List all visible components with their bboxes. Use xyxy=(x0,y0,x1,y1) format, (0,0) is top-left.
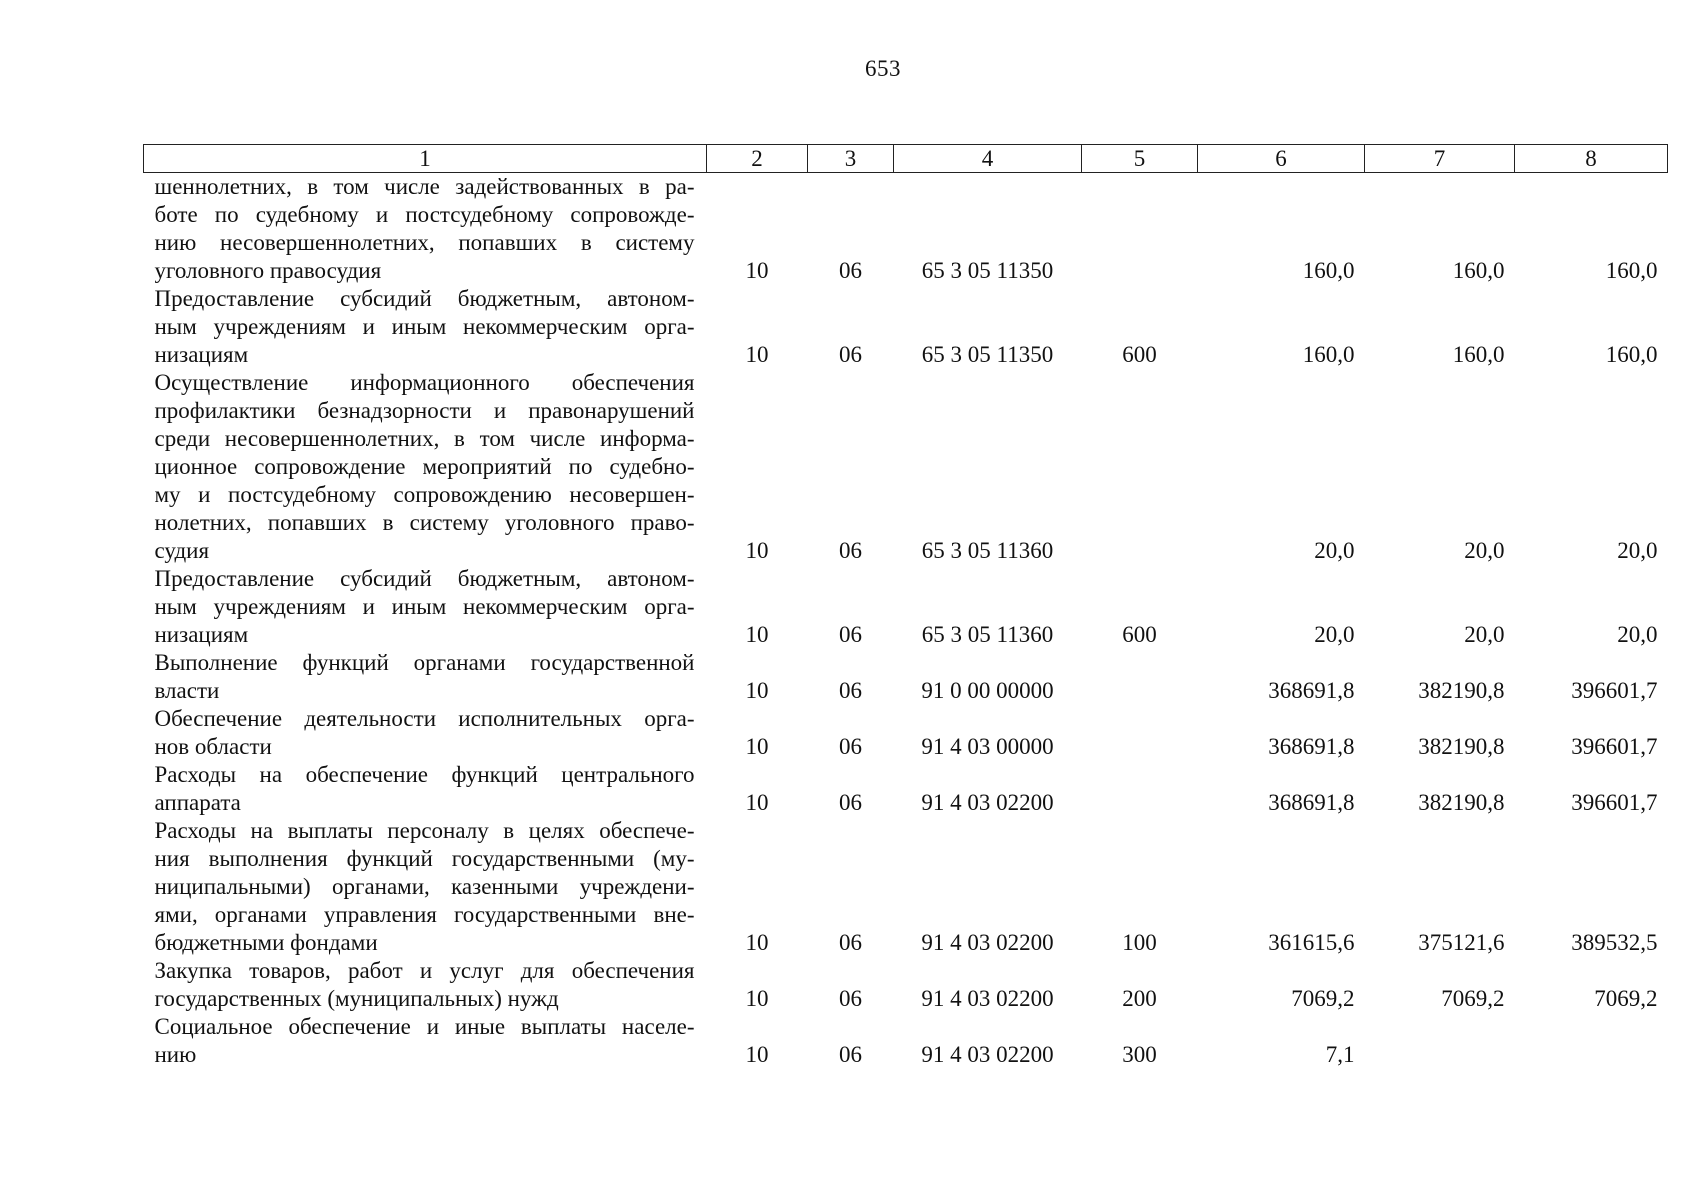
column-header: 6 xyxy=(1198,145,1365,173)
cell-col-4: 65 3 05 11350 xyxy=(921,342,1054,367)
description-line: нию несовершеннолетних, попавших в систему xyxy=(154,230,695,255)
cell-col-5: 100 xyxy=(1122,930,1157,955)
column-header: 3 xyxy=(808,145,894,173)
cell-col-5: 600 xyxy=(1122,622,1157,647)
description-line: Выполнение функций органами государственной xyxy=(154,650,695,675)
table-row xyxy=(144,649,1668,705)
description-line: Обеспечение деятельности исполнительных орга- xyxy=(154,706,695,731)
cell-col-6: 7069,2 xyxy=(1291,986,1355,1011)
cell-col-8: 160,0 xyxy=(1605,342,1658,367)
cell-col-8: 396601,7 xyxy=(1571,734,1658,759)
column-header: 4 xyxy=(894,145,1082,173)
table-row xyxy=(144,173,1668,286)
cell-col-7: 20,0 xyxy=(1464,538,1505,563)
description-line: Осуществление информационного обеспечения xyxy=(154,370,695,395)
table-row xyxy=(144,957,1668,1013)
description-line: аппарата xyxy=(154,790,241,815)
description-line: судия xyxy=(154,538,210,563)
description-line: ниципальными) органами, казенными учреждени- xyxy=(154,874,695,899)
cell-col-4: 91 0 00 00000 xyxy=(921,678,1054,703)
cell-col-4: 65 3 05 11360 xyxy=(921,622,1054,647)
cell-col-3: 06 xyxy=(839,986,862,1011)
description-line: боте по судебному и постсудебному сопровожде- xyxy=(154,202,695,227)
cell-col-8: 7069,2 xyxy=(1594,986,1658,1011)
description-line: ционное сопровождение мероприятий по судебно- xyxy=(154,454,695,479)
cell-col-7: 7069,2 xyxy=(1441,986,1505,1011)
cell-col-3: 06 xyxy=(839,790,862,815)
cell-col-4: 91 4 03 02200 xyxy=(921,1042,1054,1067)
table-body xyxy=(144,173,1668,1070)
cell-col-7: 160,0 xyxy=(1452,258,1505,283)
description-line: ным учреждениям и иным некоммерческим орга- xyxy=(154,594,695,619)
cell-col-2: 10 xyxy=(745,258,769,283)
description-line: шеннолетних, в том числе задействованных в ра- xyxy=(154,174,695,199)
table-row xyxy=(144,705,1668,761)
cell-col-7: 382190,8 xyxy=(1418,734,1505,759)
description-line: Закупка товаров, работ и услуг для обеспечения xyxy=(154,958,695,983)
description-line: уголовного правосудия xyxy=(154,258,382,283)
cell-col-4: 91 4 03 02200 xyxy=(921,986,1054,1011)
cell-col-5 xyxy=(1082,173,1198,286)
cell-col-5: 200 xyxy=(1122,986,1157,1011)
row-description xyxy=(144,285,707,369)
row-description xyxy=(144,369,707,565)
description-line: профилактики безнадзорности и правонарушений xyxy=(154,398,695,423)
description-line: Расходы на выплаты персоналу в целях обеспече- xyxy=(154,818,695,843)
cell-col-7: 375121,6 xyxy=(1418,930,1505,955)
table-row xyxy=(144,369,1668,565)
cell-col-7: 382190,8 xyxy=(1418,678,1505,703)
table-row xyxy=(144,817,1668,957)
cell-col-4: 65 3 05 11350 xyxy=(921,258,1054,283)
description-line: му и постсудебному сопровождению несовершен- xyxy=(154,482,695,507)
description-line: Расходы на обеспечение функций центрального xyxy=(154,762,695,787)
table-header xyxy=(144,145,1668,173)
cell-col-2: 10 xyxy=(745,986,769,1011)
cell-col-5 xyxy=(1082,369,1198,565)
description-line: бюджетными фондами xyxy=(154,930,378,955)
cell-col-2: 10 xyxy=(745,1042,769,1067)
cell-col-8: 389532,5 xyxy=(1571,930,1658,955)
cell-col-3: 06 xyxy=(839,1042,862,1067)
cell-col-6: 160,0 xyxy=(1302,342,1355,367)
description-line: государственных (муниципальных) нужд xyxy=(154,986,559,1011)
cell-col-4: 91 4 03 00000 xyxy=(921,734,1054,759)
cell-col-2: 10 xyxy=(745,538,769,563)
cell-col-8: 20,0 xyxy=(1617,622,1658,647)
column-header: 7 xyxy=(1365,145,1515,173)
row-description xyxy=(144,957,707,1013)
cell-col-7: 20,0 xyxy=(1464,622,1505,647)
row-description xyxy=(144,817,707,957)
cell-col-8: 160,0 xyxy=(1605,258,1658,283)
cell-col-8: 396601,7 xyxy=(1571,678,1658,703)
description-line: ния выполнения функций государственными (му- xyxy=(154,846,695,871)
column-header: 8 xyxy=(1515,145,1668,173)
cell-col-2: 10 xyxy=(745,678,769,703)
cell-col-6: 7,1 xyxy=(1325,1042,1355,1067)
table-row xyxy=(144,761,1668,817)
row-description xyxy=(144,173,707,286)
cell-col-2: 10 xyxy=(745,930,769,955)
cell-col-8 xyxy=(1515,1013,1668,1069)
row-description xyxy=(144,649,707,705)
cell-col-6: 160,0 xyxy=(1302,258,1355,283)
cell-col-4: 91 4 03 02200 xyxy=(921,790,1054,815)
cell-col-3: 06 xyxy=(839,734,862,759)
description-line: низациям xyxy=(154,622,249,647)
cell-col-7 xyxy=(1365,1013,1515,1069)
cell-col-5: 600 xyxy=(1122,342,1157,367)
cell-col-5 xyxy=(1082,761,1198,817)
cell-col-6: 361615,6 xyxy=(1268,930,1355,955)
table-row xyxy=(144,565,1668,649)
page-number: 653 xyxy=(865,56,901,81)
header-row xyxy=(144,145,1668,173)
table-row xyxy=(144,1013,1668,1069)
cell-col-5 xyxy=(1082,705,1198,761)
cell-col-8: 20,0 xyxy=(1617,538,1658,563)
cell-col-6: 20,0 xyxy=(1314,622,1355,647)
row-description xyxy=(144,705,707,761)
table-row xyxy=(144,285,1668,369)
description-line: нию xyxy=(154,1042,197,1067)
budget-table xyxy=(143,144,1668,1069)
description-line: нов области xyxy=(154,734,272,759)
cell-col-3: 06 xyxy=(839,622,862,647)
cell-col-7: 382190,8 xyxy=(1418,790,1505,815)
description-line: нолетних, попавших в систему уголовного право- xyxy=(154,510,695,535)
cell-col-6: 368691,8 xyxy=(1268,734,1355,759)
description-line: ями, органами управления государственными вне- xyxy=(154,902,695,927)
cell-col-8: 396601,7 xyxy=(1571,790,1658,815)
cell-col-2: 10 xyxy=(745,790,769,815)
description-line: Социальное обеспечение и иные выплаты населе- xyxy=(154,1014,695,1039)
description-line: среди несовершеннолетних, в том числе информа- xyxy=(154,426,695,451)
cell-col-3: 06 xyxy=(839,930,862,955)
description-line: Предоставление субсидий бюджетным, автоном- xyxy=(154,286,695,311)
cell-col-2: 10 xyxy=(745,342,769,367)
cell-col-6: 368691,8 xyxy=(1268,678,1355,703)
cell-col-6: 20,0 xyxy=(1314,538,1355,563)
description-line: ным учреждениям и иным некоммерческим орга- xyxy=(154,314,695,339)
cell-col-3: 06 xyxy=(839,538,862,563)
cell-col-2: 10 xyxy=(745,734,769,759)
column-header: 5 xyxy=(1082,145,1198,173)
row-description xyxy=(144,761,707,817)
cell-col-2: 10 xyxy=(745,622,769,647)
row-description xyxy=(144,565,707,649)
cell-col-5 xyxy=(1082,649,1198,705)
cell-col-3: 06 xyxy=(839,342,862,367)
cell-col-4: 91 4 03 02200 xyxy=(921,930,1054,955)
column-header: 2 xyxy=(707,145,808,173)
description-line: Предоставление субсидий бюджетным, автоном- xyxy=(154,566,695,591)
description-line: низациям xyxy=(154,342,249,367)
cell-col-4: 65 3 05 11360 xyxy=(921,538,1054,563)
cell-col-5: 300 xyxy=(1122,1042,1157,1067)
cell-col-3: 06 xyxy=(839,258,862,283)
description-line: власти xyxy=(154,678,220,703)
cell-col-6: 368691,8 xyxy=(1268,790,1355,815)
column-header: 1 xyxy=(144,145,707,173)
row-description xyxy=(144,1013,707,1069)
cell-col-3: 06 xyxy=(839,678,862,703)
cell-col-7: 160,0 xyxy=(1452,342,1505,367)
